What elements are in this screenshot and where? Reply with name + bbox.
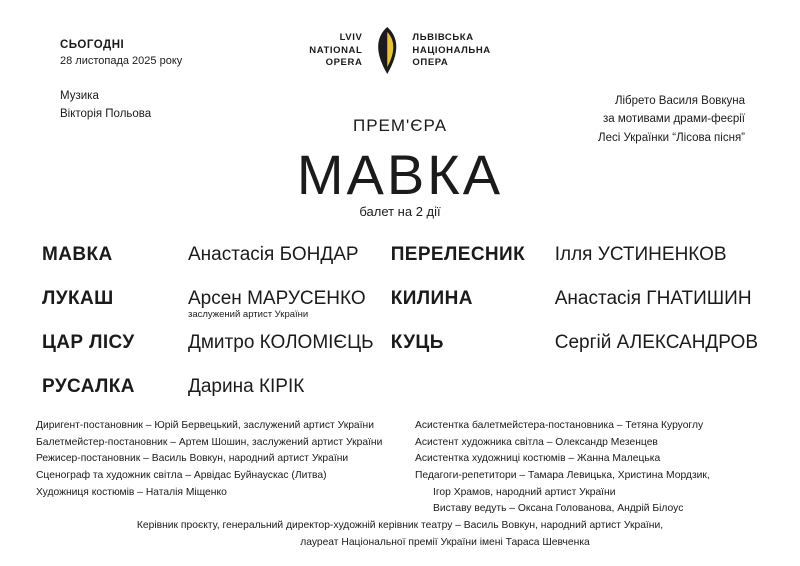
logo-text-english [309,32,362,70]
cast-role: КУЦЬ [390,332,444,353]
logo-line-opera: OPERA [325,57,363,69]
credit-line: Режисер-постановник – Василь Вовкун, народний артист України [36,453,349,465]
credit-line: Балетмейстер-постановник – Артем Шошин, заслужений артист України [36,436,383,448]
logo-line-national: NATIONAL [309,44,363,56]
opera-emblem-icon [370,26,404,76]
today-block [60,38,182,68]
logo-text-ukrainian [412,32,490,70]
cast-performer [174,244,359,265]
cast-role: РУСАЛКА [42,376,135,397]
cast-role: ПЕРЕЛЕСНИК [390,244,526,265]
libretto-line-3: Лесі Українки “Лісова пісня” [598,131,745,144]
opera-logo [309,26,491,76]
credit-line: Асистент художника світла – Олександр Мезенцев [415,436,658,448]
logo-line-natsionalna: НАЦІОНАЛЬНА [412,44,491,56]
libretto-line-2: за мотивами драми-феєрії [602,113,745,126]
credit-line: Виставу ведуть – Оксана Голованова, Андрій Білоус [433,503,684,515]
logo-line-lviv: LVIV [339,31,363,43]
credit-line: Педагоги-репетитори – Тамара Левицька, Христина Мордзик, [415,470,710,482]
today-date: 28 листопада 2025 року [60,54,183,67]
cast-role: МАВКА [42,244,113,265]
cast-row [42,376,381,420]
cast-name: Ілля УСТИНЕНКОВ [554,244,727,265]
cast-row-empty [391,376,758,420]
credit-line: Асистентка художниці костюмів – Жанна Малецька [415,453,661,465]
cast-role: ЛУКАШ [42,288,114,309]
cast-row [42,332,381,376]
credit-line: Асистентка балетмейстера-постановника – Тетяна Куруоглу [415,420,704,431]
credits-block [36,418,764,518]
cast-performer [174,376,304,397]
cast-name: Дмитро КОЛОМІЄЦЬ [188,332,374,353]
today-label: СЬОГОДНІ [60,39,125,51]
logo-line-opera-ua: ОПЕРА [412,57,449,69]
cast-performer [174,332,374,353]
music-author: Вікторія Польова [60,107,152,120]
footer-line-1: Керівник проєкту, генеральний директор-художній керівник театру – Василь Вовкун, народний артист України, [136,520,664,531]
footer-block [36,518,764,551]
cast-name: Анастасія ГНАТИШИН [554,288,752,309]
credits-column-left [36,418,393,518]
music-label: Музика [60,90,99,102]
cast-name: Арсен МАРУСЕНКО [188,288,366,309]
credit-line: Диригент-постановник – Юрій Бервецький, заслужений артист України [36,420,374,431]
cast-row [391,332,758,376]
cast-name: Анастасія БОНДАР [188,244,359,265]
credit-line: Художниця костюмів – Наталія Міщенко [36,486,227,498]
libretto-line-1: Лібрето Василя Вовкуна [614,95,745,107]
cast-name: Сергій АЛЕКСАНДРОВ [554,332,758,353]
cast-note: заслужений артист України [188,309,309,320]
cast-performer [541,288,752,309]
logo-line-lvivska: ЛЬВІВСЬКА [412,31,474,43]
page-title: МАВКА [296,143,504,206]
footer-line-2: лауреат Національної премії України імені Тараса Шевченка [300,536,590,548]
cast-row [391,288,758,332]
cast-performer [541,244,727,265]
credits-column-right [407,418,764,518]
premiere-label: ПРЕМ'ЄРА [352,116,448,135]
credit-line: Сценограф та художник світла – Арвідас Буйнаускас (Литва) [36,470,327,482]
cast-role: КИЛИНА [390,288,473,309]
cast-performer [174,288,366,320]
cast-performer [541,332,758,353]
cast-role: ЦАР ЛІСУ [42,332,135,353]
cast-row [391,244,758,288]
cast-name: Дарина КІРІК [188,376,305,397]
cast-row [42,244,381,288]
cast-row [42,288,381,332]
cast-list [42,244,758,420]
credit-line: Ігор Храмов, народний артист України [433,486,616,498]
performance-subtitle: балет на 2 дії [359,204,441,219]
